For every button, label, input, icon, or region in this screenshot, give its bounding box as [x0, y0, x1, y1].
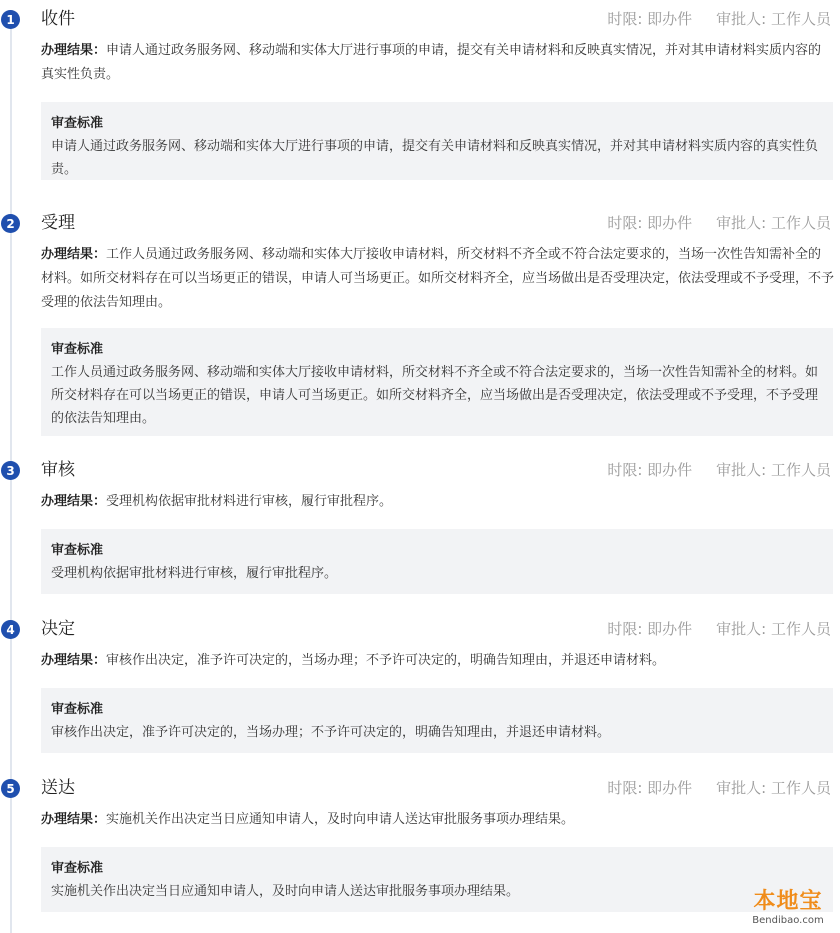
review-standard-text: 受理机构依据审批材料进行审核，履行审批程序。 — [51, 566, 338, 581]
step-title: 受理 — [41, 213, 75, 233]
review-standard-title: 审查标准 — [51, 861, 104, 876]
review-standard-text: 实施机关作出决定当日应通知申请人，及时向申请人送达审批服务事项办理结果。 — [51, 884, 520, 899]
step-3 — [0, 451, 840, 601]
review-standard-title: 审查标准 — [51, 342, 104, 357]
review-standard-box — [41, 847, 833, 912]
result-label: 办理结果 — [41, 43, 94, 58]
step-5 — [0, 769, 840, 919]
step-title: 收件 — [41, 9, 75, 29]
result-text: 申请人通过政务服务网、移动端和实体大厅进行事项的申请，提交有关申请材料和反映真实情况，并对其申请材料实质内容的真实性负责。 — [41, 43, 822, 82]
step-2 — [0, 204, 840, 444]
review-standard-text: 申请人通过政务服务网、移动端和实体大厅进行事项的申请，提交有关申请材料和反映真实情况，并对其申请材料实质内容的真实性负责。 — [51, 139, 819, 177]
result-label: 办理结果 — [41, 247, 94, 262]
review-standard-box — [41, 529, 833, 594]
step-result: 办理结果：受理机构依据审批材料进行审核，履行审批程序。 — [41, 494, 393, 509]
time-limit: 时限: 即办件 — [607, 214, 693, 232]
bendibao-watermark-logo — [742, 889, 834, 929]
review-standard-box — [41, 688, 833, 753]
time-limit: 时限: 即办件 — [607, 620, 693, 638]
step-meta — [607, 459, 831, 481]
step-meta — [607, 8, 831, 30]
result-text: 实施机关作出决定当日应通知申请人，及时向申请人送达审批服务事项办理结果。 — [106, 812, 575, 827]
step-result: 办理结果：申请人通过政务服务网、移动端和实体大厅进行事项的申请，提交有关申请材料和反映真实情况，并对其申请材料实质内容的真实性负责。 — [41, 43, 822, 82]
result-text: 受理机构依据审批材料进行审核，履行审批程序。 — [106, 494, 393, 509]
result-label: 办理结果 — [41, 653, 94, 668]
step-number-badge: 3 — [1, 461, 20, 480]
step-meta — [607, 777, 831, 799]
step-meta — [607, 212, 831, 234]
approver: 审批人: 工作人员 — [716, 461, 831, 479]
step-4 — [0, 610, 840, 760]
approver: 审批人: 工作人员 — [716, 779, 831, 797]
watermark-url: Bendibao.com — [752, 915, 824, 926]
step-result: 办理结果：实施机关作出决定当日应通知申请人，及时向申请人送达审批服务事项办理结果。 — [41, 812, 575, 827]
result-text: 审核作出决定，准予许可决定的，当场办理；不予许可决定的，明确告知理由，并退还申请材料。 — [106, 653, 666, 668]
step-title: 审核 — [41, 460, 75, 480]
step-title: 决定 — [41, 619, 75, 639]
result-label: 办理结果 — [41, 812, 94, 827]
time-limit: 时限: 即办件 — [607, 10, 693, 28]
step-meta — [607, 618, 831, 640]
review-standard-box — [41, 102, 833, 180]
approver: 审批人: 工作人员 — [716, 214, 831, 232]
step-number-badge: 5 — [1, 779, 20, 798]
review-standard-box — [41, 328, 833, 436]
step-number-badge: 2 — [1, 214, 20, 233]
approver: 审批人: 工作人员 — [716, 620, 831, 638]
approver: 审批人: 工作人员 — [716, 10, 831, 28]
review-standard-text: 审核作出决定，准予许可决定的，当场办理；不予许可决定的，明确告知理由，并退还申请材料。 — [51, 725, 611, 740]
time-limit: 时限: 即办件 — [607, 461, 693, 479]
time-limit: 时限: 即办件 — [607, 779, 693, 797]
step-1 — [0, 0, 840, 195]
step-number-badge: 1 — [1, 10, 20, 29]
review-standard-text: 工作人员通过政务服务网、移动端和实体大厅接收申请材料，所交材料不齐全或不符合法定要求的，当场一次性告知需补全的材料。如所交材料存在可以当场更正的错误，申请人可当场更正。如所交材料齐全，应当场做出是否受理决定，依法受理或不予受理，不予受理的依法告知理由。 — [51, 365, 819, 426]
result-label: 办理结果 — [41, 494, 94, 509]
step-result: 办理结果：工作人员通过政务服务网、移动端和实体大厅接收申请材料，所交材料不齐全或不符合法定要求的，当场一次性告知需补全的材料。如所交材料存在可以当场更正的错误，申请人可当场更正。如所交材料齐全，应当场做出是否受理决定，依法受理或不予受理，不予受理的依法告知理由。 — [41, 247, 835, 310]
step-result: 办理结果：审核作出决定，准予许可决定的，当场办理；不予许可决定的，明确告知理由，并退还申请材料。 — [41, 653, 666, 668]
step-title: 送达 — [41, 778, 75, 798]
result-text: 工作人员通过政务服务网、移动端和实体大厅接收申请材料，所交材料不齐全或不符合法定要求的，当场一次性告知需补全的材料。如所交材料存在可以当场更正的错误，申请人可当场更正。如所交材料齐全，应当场做出是否受理决定，依法受理或不予受理，不予受理的依法告知理由。 — [41, 247, 835, 310]
review-standard-title: 审查标准 — [51, 116, 104, 131]
review-standard-title: 审查标准 — [51, 702, 104, 717]
step-number-badge: 4 — [1, 620, 20, 639]
watermark-brand: 本地宝 — [753, 889, 823, 914]
review-standard-title: 审查标准 — [51, 543, 104, 558]
